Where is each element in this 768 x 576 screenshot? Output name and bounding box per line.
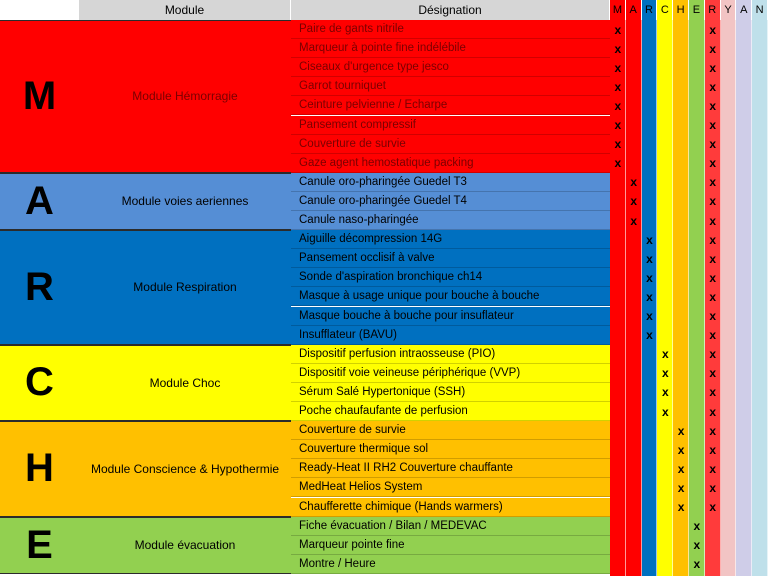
designation-item: Gaze agent hemostatique packing [291,154,610,173]
group-module-name: Module Respiration [79,230,291,345]
designation-item: Couverture thermique sol [291,440,610,459]
check-mark: x [661,366,669,381]
designation-item: Marqueur à pointe fine indélébile [291,39,610,58]
check-mark: x [709,289,717,304]
check-mark: x [709,41,717,56]
designation-item: Montre / Heure [291,555,610,574]
check-mark: x [709,137,717,152]
group-letter-e: E [0,517,79,574]
designation-item: Couverture de survie [291,135,610,154]
check-mark: x [693,519,701,534]
check-mark: x [646,309,653,324]
header-letter-0: M [610,0,626,20]
check-mark: x [614,79,622,94]
header-letter-6: R [705,0,721,20]
check-mark: x [614,22,622,37]
designation-item: MedHeat Helios System [291,478,610,497]
header-letter-5: E [689,0,705,20]
header-letter-1: A [626,0,642,20]
check-mark: x [661,347,669,362]
designation-item: Ready-Heat II RH2 Couverture chauffante [291,459,610,478]
check-mark: x [646,232,653,247]
check-mark: x [709,461,717,476]
group-letter-a: A [0,173,79,230]
check-mark: x [709,500,717,515]
check-mark: x [614,137,622,152]
header-letter-9: N [752,0,768,20]
check-mark: x [709,60,717,75]
designation-item: Marqueur pointe fine [291,536,610,555]
designation-item: Canule oro-pharingée Guedel T3 [291,173,610,192]
check-mark: x [709,98,717,113]
group-module-name: Module Hémorragie [79,20,291,173]
header-letter-3: C [657,0,673,20]
check-mark: x [709,480,717,495]
check-mark: x [709,309,717,324]
check-mark: x [709,213,717,228]
group-letter-r: R [0,230,79,345]
marker-column-7 [721,20,737,576]
check-mark: x [709,175,717,190]
header-letter-2: R [642,0,658,20]
designation-item: Aiguille décompression 14G [291,230,610,249]
check-mark: x [661,385,669,400]
check-mark: x [677,442,685,457]
check-mark: x [709,385,717,400]
check-mark: x [677,500,685,515]
check-mark: x [614,98,622,113]
check-mark: x [677,423,685,438]
check-mark: x [709,22,717,37]
designation-item: Dispositif perfusion intraosseuse (PIO) [291,345,610,364]
check-mark: x [709,118,717,133]
check-mark: x [709,366,717,381]
designation-item: Dispositif voie veineuse périphérique (VVP) [291,364,610,383]
group-module-name: Module Conscience & Hypothermie [79,421,291,517]
check-mark: x [709,347,717,362]
designation-item: Masque bouche à bouche pour insuflateur [291,307,610,326]
check-mark: x [709,251,717,266]
check-mark: x [709,232,717,247]
designation-item: Sérum Salé Hypertonique (SSH) [291,383,610,402]
designation-item: Fiche évacuation / Bilan / MEDEVAC [291,517,610,536]
check-mark: x [614,60,622,75]
check-mark: x [693,538,701,553]
designation-item: Canule naso-pharingée [291,211,610,230]
designation-item: Masque à usage unique pour bouche à bouche [291,287,610,306]
header-letter-8: A [736,0,752,20]
group-module-name: Module voies aeriennes [79,173,291,230]
check-mark: x [646,289,653,304]
check-mark: x [709,404,717,419]
designation-item: Couverture de survie [291,421,610,440]
check-mark: x [709,156,717,171]
group-module-name: Module évacuation [79,517,291,574]
group-letter-h: H [0,421,79,517]
marker-column-3 [657,20,673,576]
header-module: Module [79,0,291,20]
check-mark: x [709,194,717,209]
check-mark: x [646,251,653,266]
designation-item: Garrot tourniquet [291,77,610,96]
designation-item: Chaufferette chimique (Hands warmers) [291,498,610,517]
check-mark: x [709,328,717,343]
group-letter-m: M [0,20,79,173]
check-mark: x [614,41,622,56]
check-mark: x [709,423,717,438]
check-mark: x [630,213,638,228]
header-letter-7: Y [721,0,737,20]
header-blank [0,0,79,20]
check-mark: x [630,194,638,209]
designation-item: Ceinture pelvienne / Echarpe [291,96,610,115]
designation-item: Sonde d'aspiration bronchique ch14 [291,268,610,287]
check-mark: x [646,328,653,343]
check-mark: x [709,270,717,285]
check-mark: x [709,442,717,457]
check-mark: x [709,79,717,94]
marker-column-1 [626,20,642,576]
designation-item: Canule oro-pharingée Guedel T4 [291,192,610,211]
check-mark: x [693,557,701,572]
check-mark: x [630,175,638,190]
check-mark: x [677,461,685,476]
header-letter-4: H [673,0,689,20]
check-mark: x [614,156,622,171]
group-module-name: Module Choc [79,345,291,421]
check-mark: x [646,270,653,285]
designation-item: Insufflateur (BAVU) [291,326,610,345]
designation-item: Pansement occlisif à valve [291,249,610,268]
check-mark: x [614,118,622,133]
check-mark: x [661,404,669,419]
marker-column-5 [689,20,705,576]
designation-item: Paire de gants nitrile [291,20,610,39]
marker-column-8 [736,20,752,576]
marker-column-9 [752,20,768,576]
group-letter-c: C [0,345,79,421]
designation-item: Ciseaux d'urgence type jesco [291,58,610,77]
check-mark: x [677,480,685,495]
header-designation: Désignation [291,0,610,20]
designation-item: Poche chaufaufante de perfusion [291,402,610,421]
designation-item: Pansement compressif [291,116,610,135]
